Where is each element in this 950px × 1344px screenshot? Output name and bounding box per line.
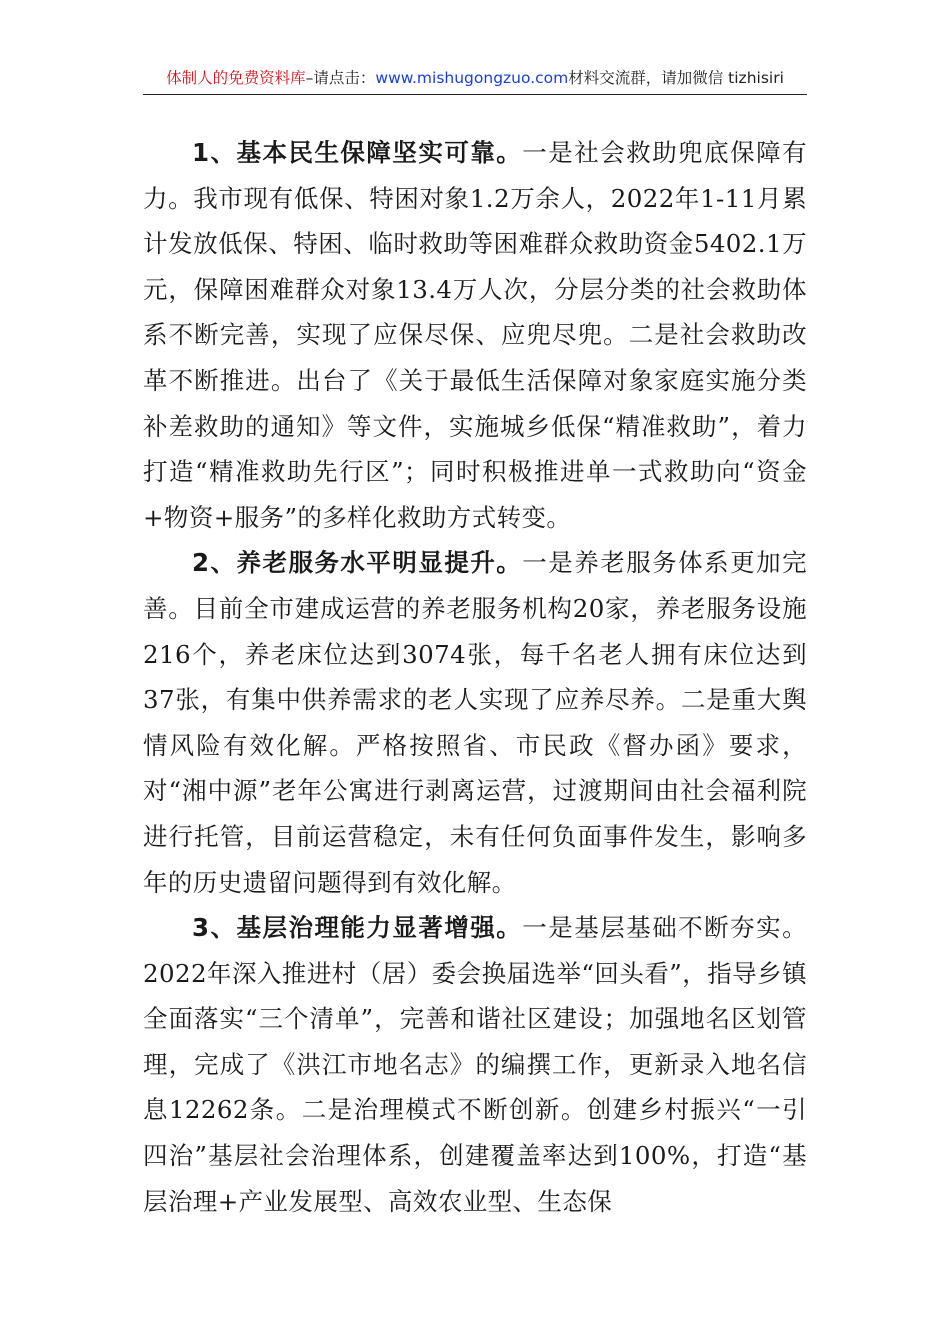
paragraph-text: 一是社会救助兜底保障有力。我市现有低保、特困对象1.2万余人，2022年1-11月累计发放低保、特困、临时救助等困难群众救助资金5402.1万元，保障困难群众对象13.4万人次，分层分类的社会救助体系不断完善，实现了应保尽保、应兜尽兜。二是社会救助改革不断推进。出台了《关于最低生活保障对象家庭实施分类补差救助的通知》等文件，实施城乡低保“精准救助”，着力打造“精准救助先行区”；同时积极推进单一式救助向“资金+物资+服务”的多样化救助方式转变。 [143,138,807,532]
header-url-link[interactable]: www.mishugongzuo.com [375,69,569,87]
paragraph-elderly-care [143,540,807,905]
document-body [143,130,807,1224]
paragraph-text: 一是基层基础不断夯实。2022年深入推进村（居）委会换届选举“回头看”，指导乡镇全面落实“三个清单”，完善和谐社区建设；加强地名区划管理，完成了《洪江市地名志》的编撰工作，更新录入地名信息12262条。二是治理模式不断创新。创建乡村振兴“一引四治”基层社会治理体系，创建覆盖率达到100%，打造“基层治理+产业发展型、高效农业型、生态保 [143,913,807,1216]
paragraph-grassroots-governance [143,905,807,1224]
paragraph-heading: 1、基本民生保障坚实可靠。 [192,138,523,167]
paragraph-heading: 3、基层治理能力显著增强。 [192,913,523,943]
paragraph-livelihood [143,130,807,540]
paragraph-text: 一是养老服务体系更加完善。目前全市建成运营的养老服务机构20家，养老服务设施216个，养老床位达到3074张，每千名老人拥有床位达到37张，有集中供养需求的老人实现了应养尽养。二是重大舆情风险有效化解。严格按照省、市民政《督办函》要求，对“湘中源”老年公寓进行剥离运营，过渡期间由社会福利院进行托管，目前运营稳定，未有任何负面事件发生，影响多年的历史遗留问题得到有效化解。 [143,548,807,897]
page-header [143,62,807,95]
header-site-name: 体制人的免费资料库 [166,69,306,87]
paragraph-heading: 2、养老服务水平明显提升。 [192,548,523,578]
header-contact: 材料交流群，请加微信 tizhisiri [568,69,784,87]
header-click-prompt: –请点击： [305,69,376,87]
